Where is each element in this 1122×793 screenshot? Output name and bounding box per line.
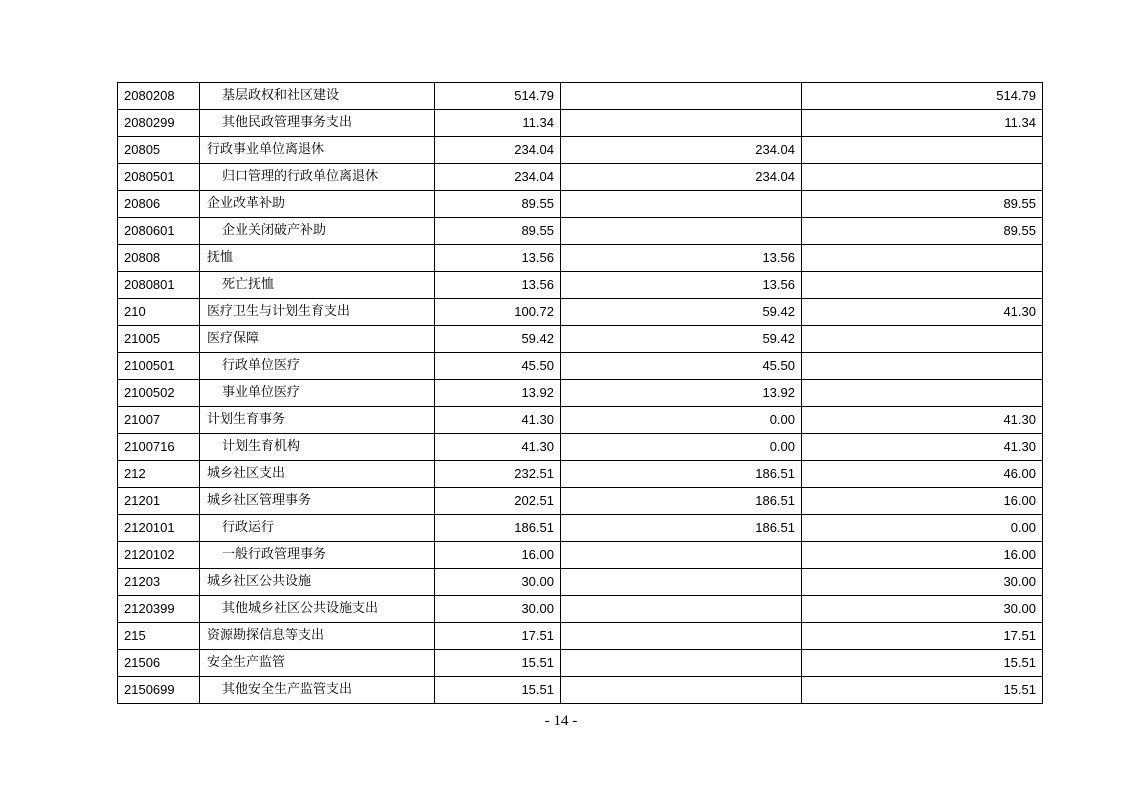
subject-name-cell: 其他城乡社区公共设施支出 bbox=[200, 596, 435, 623]
project-expenditure-cell: 15.51 bbox=[802, 677, 1043, 704]
total-amount-cell: 89.55 bbox=[435, 191, 561, 218]
table-body bbox=[118, 83, 1043, 704]
total-amount-cell: 41.30 bbox=[435, 407, 561, 434]
table-row bbox=[118, 434, 1043, 461]
subject-code-cell: 2080208 bbox=[118, 83, 200, 110]
table-row bbox=[118, 596, 1043, 623]
basic-expenditure-cell: 45.50 bbox=[561, 353, 802, 380]
basic-expenditure-cell: 234.04 bbox=[561, 164, 802, 191]
table-row bbox=[118, 353, 1043, 380]
basic-expenditure-cell: 234.04 bbox=[561, 137, 802, 164]
basic-expenditure-cell bbox=[561, 110, 802, 137]
subject-code-cell: 21005 bbox=[118, 326, 200, 353]
subject-name-cell: 一般行政管理事务 bbox=[200, 542, 435, 569]
subject-code-cell: 20806 bbox=[118, 191, 200, 218]
project-expenditure-cell: 30.00 bbox=[802, 596, 1043, 623]
total-amount-cell: 13.56 bbox=[435, 245, 561, 272]
total-amount-cell: 202.51 bbox=[435, 488, 561, 515]
table-row bbox=[118, 515, 1043, 542]
subject-code-cell: 212 bbox=[118, 461, 200, 488]
project-expenditure-cell: 89.55 bbox=[802, 191, 1043, 218]
project-expenditure-cell bbox=[802, 272, 1043, 299]
subject-name-cell: 其他安全生产监管支出 bbox=[200, 677, 435, 704]
subject-code-cell: 20808 bbox=[118, 245, 200, 272]
basic-expenditure-cell: 0.00 bbox=[561, 434, 802, 461]
total-amount-cell: 232.51 bbox=[435, 461, 561, 488]
table-row bbox=[118, 461, 1043, 488]
subject-code-cell: 2120101 bbox=[118, 515, 200, 542]
table-row bbox=[118, 83, 1043, 110]
subject-code-cell: 21007 bbox=[118, 407, 200, 434]
total-amount-cell: 45.50 bbox=[435, 353, 561, 380]
total-amount-cell: 13.92 bbox=[435, 380, 561, 407]
table-row bbox=[118, 191, 1043, 218]
basic-expenditure-cell bbox=[561, 623, 802, 650]
subject-name-cell: 医疗保障 bbox=[200, 326, 435, 353]
subject-code-cell: 2100501 bbox=[118, 353, 200, 380]
subject-code-cell: 20805 bbox=[118, 137, 200, 164]
project-expenditure-cell: 17.51 bbox=[802, 623, 1043, 650]
total-amount-cell: 59.42 bbox=[435, 326, 561, 353]
subject-name-cell: 企业改革补助 bbox=[200, 191, 435, 218]
subject-name-cell: 企业关闭破产补助 bbox=[200, 218, 435, 245]
table-row bbox=[118, 299, 1043, 326]
project-expenditure-cell: 16.00 bbox=[802, 542, 1043, 569]
subject-code-cell: 21201 bbox=[118, 488, 200, 515]
subject-code-cell: 2080601 bbox=[118, 218, 200, 245]
total-amount-cell: 234.04 bbox=[435, 137, 561, 164]
subject-name-cell: 死亡抚恤 bbox=[200, 272, 435, 299]
subject-code-cell: 2100502 bbox=[118, 380, 200, 407]
basic-expenditure-cell bbox=[561, 596, 802, 623]
table-row bbox=[118, 623, 1043, 650]
subject-name-cell: 事业单位医疗 bbox=[200, 380, 435, 407]
table-row bbox=[118, 380, 1043, 407]
total-amount-cell: 100.72 bbox=[435, 299, 561, 326]
project-expenditure-cell bbox=[802, 326, 1043, 353]
total-amount-cell: 15.51 bbox=[435, 677, 561, 704]
page-number: - 14 - bbox=[544, 713, 578, 729]
basic-expenditure-cell: 0.00 bbox=[561, 407, 802, 434]
budget-expenditure-table bbox=[117, 82, 1043, 704]
subject-name-cell: 城乡社区公共设施 bbox=[200, 569, 435, 596]
basic-expenditure-cell: 186.51 bbox=[561, 515, 802, 542]
subject-code-cell: 2080501 bbox=[118, 164, 200, 191]
basic-expenditure-cell: 59.42 bbox=[561, 326, 802, 353]
project-expenditure-cell bbox=[802, 245, 1043, 272]
basic-expenditure-cell bbox=[561, 83, 802, 110]
project-expenditure-cell: 15.51 bbox=[802, 650, 1043, 677]
project-expenditure-cell bbox=[802, 137, 1043, 164]
subject-code-cell: 2120102 bbox=[118, 542, 200, 569]
subject-name-cell: 医疗卫生与计划生育支出 bbox=[200, 299, 435, 326]
project-expenditure-cell: 514.79 bbox=[802, 83, 1043, 110]
basic-expenditure-cell bbox=[561, 191, 802, 218]
basic-expenditure-cell bbox=[561, 677, 802, 704]
total-amount-cell: 11.34 bbox=[435, 110, 561, 137]
subject-code-cell: 2150699 bbox=[118, 677, 200, 704]
table-row bbox=[118, 407, 1043, 434]
table-row bbox=[118, 272, 1043, 299]
basic-expenditure-cell: 59.42 bbox=[561, 299, 802, 326]
basic-expenditure-cell bbox=[561, 218, 802, 245]
total-amount-cell: 89.55 bbox=[435, 218, 561, 245]
basic-expenditure-cell bbox=[561, 569, 802, 596]
table-row bbox=[118, 218, 1043, 245]
subject-name-cell: 计划生育事务 bbox=[200, 407, 435, 434]
subject-name-cell: 城乡社区管理事务 bbox=[200, 488, 435, 515]
subject-code-cell: 2080299 bbox=[118, 110, 200, 137]
subject-name-cell: 归口管理的行政单位离退休 bbox=[200, 164, 435, 191]
total-amount-cell: 514.79 bbox=[435, 83, 561, 110]
table-row bbox=[118, 488, 1043, 515]
basic-expenditure-cell: 13.56 bbox=[561, 272, 802, 299]
subject-code-cell: 21506 bbox=[118, 650, 200, 677]
table-row bbox=[118, 677, 1043, 704]
subject-code-cell: 210 bbox=[118, 299, 200, 326]
basic-expenditure-cell: 186.51 bbox=[561, 461, 802, 488]
table-row bbox=[118, 326, 1043, 353]
project-expenditure-cell: 41.30 bbox=[802, 407, 1043, 434]
project-expenditure-cell: 41.30 bbox=[802, 434, 1043, 461]
total-amount-cell: 30.00 bbox=[435, 569, 561, 596]
subject-name-cell: 行政单位医疗 bbox=[200, 353, 435, 380]
total-amount-cell: 186.51 bbox=[435, 515, 561, 542]
total-amount-cell: 13.56 bbox=[435, 272, 561, 299]
project-expenditure-cell bbox=[802, 353, 1043, 380]
table-row bbox=[118, 245, 1043, 272]
subject-name-cell: 安全生产监管 bbox=[200, 650, 435, 677]
project-expenditure-cell: 16.00 bbox=[802, 488, 1043, 515]
project-expenditure-cell bbox=[802, 164, 1043, 191]
basic-expenditure-cell: 186.51 bbox=[561, 488, 802, 515]
total-amount-cell: 15.51 bbox=[435, 650, 561, 677]
table-row bbox=[118, 542, 1043, 569]
subject-code-cell: 2080801 bbox=[118, 272, 200, 299]
subject-name-cell: 计划生育机构 bbox=[200, 434, 435, 461]
project-expenditure-cell bbox=[802, 380, 1043, 407]
subject-name-cell: 资源勘探信息等支出 bbox=[200, 623, 435, 650]
project-expenditure-cell: 30.00 bbox=[802, 569, 1043, 596]
subject-code-cell: 2100716 bbox=[118, 434, 200, 461]
total-amount-cell: 30.00 bbox=[435, 596, 561, 623]
total-amount-cell: 17.51 bbox=[435, 623, 561, 650]
basic-expenditure-cell: 13.92 bbox=[561, 380, 802, 407]
project-expenditure-cell: 41.30 bbox=[802, 299, 1043, 326]
subject-name-cell: 城乡社区支出 bbox=[200, 461, 435, 488]
subject-name-cell: 行政事业单位离退休 bbox=[200, 137, 435, 164]
subject-code-cell: 21203 bbox=[118, 569, 200, 596]
basic-expenditure-cell bbox=[561, 542, 802, 569]
table-row bbox=[118, 137, 1043, 164]
table-row bbox=[118, 650, 1043, 677]
basic-expenditure-cell bbox=[561, 650, 802, 677]
table-row bbox=[118, 569, 1043, 596]
basic-expenditure-cell: 13.56 bbox=[561, 245, 802, 272]
table-row bbox=[118, 164, 1043, 191]
subject-code-cell: 2120399 bbox=[118, 596, 200, 623]
subject-name-cell: 抚恤 bbox=[200, 245, 435, 272]
subject-name-cell: 行政运行 bbox=[200, 515, 435, 542]
subject-code-cell: 215 bbox=[118, 623, 200, 650]
project-expenditure-cell: 11.34 bbox=[802, 110, 1043, 137]
project-expenditure-cell: 89.55 bbox=[802, 218, 1043, 245]
table-row bbox=[118, 110, 1043, 137]
project-expenditure-cell: 46.00 bbox=[802, 461, 1043, 488]
total-amount-cell: 16.00 bbox=[435, 542, 561, 569]
total-amount-cell: 234.04 bbox=[435, 164, 561, 191]
total-amount-cell: 41.30 bbox=[435, 434, 561, 461]
subject-name-cell: 其他民政管理事务支出 bbox=[200, 110, 435, 137]
project-expenditure-cell: 0.00 bbox=[802, 515, 1043, 542]
subject-name-cell: 基层政权和社区建设 bbox=[200, 83, 435, 110]
